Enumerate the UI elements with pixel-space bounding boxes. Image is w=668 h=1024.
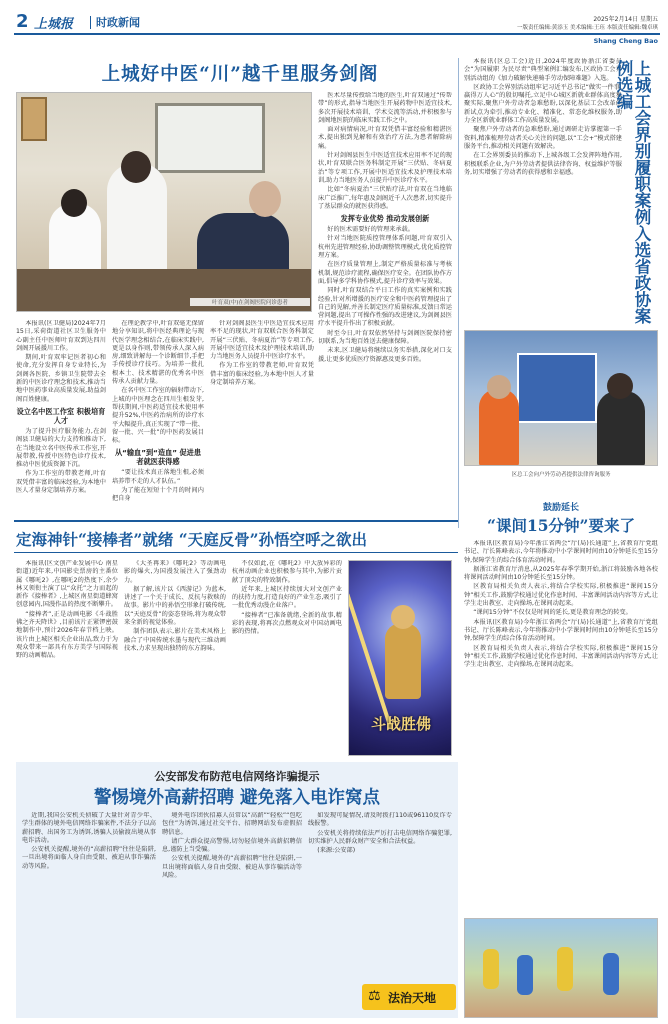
article1-col2-para: 作为工作室的带教老师,叶育双凭借丰富的临床经验,为本地中医人才量身定制培养方案。 bbox=[210, 362, 314, 387]
law-badge bbox=[362, 984, 456, 1010]
article1-col3 bbox=[318, 92, 452, 520]
article2-photo bbox=[464, 330, 658, 466]
article1-col2 bbox=[112, 320, 204, 520]
article4-body bbox=[464, 540, 658, 912]
article4-para: 区教育局相关负责人表示,将结合学校实际,积极推进“课间15分钟”相关工作,鼓励学校通过优化作息时间、丰富课间活动内容等方式,让学生走出教室、走向操场,在课间动起来。 bbox=[464, 644, 658, 669]
article1-col3-para: 在医疗质量管理上,制定严格质量标准与考核机制,规范诊疗流程,确保医疗安全。在团队协作方面,倡导多学科协作模式,提升诊疗效率与效果。 bbox=[318, 261, 452, 285]
article3-col2-para: 制作团队表示,影片在美术风格上融合了中国传统水墨与现代三维动画技术,力求呈现出独特的东方韵味。 bbox=[124, 628, 226, 652]
page-number: 2 bbox=[16, 11, 29, 32]
article1-col1-para: 本报讯(区卫健局)2024年7月15日,采荷街道社区卫生服务中心副主任中医师叶育双到达四川剑阁开展援川工作。 bbox=[16, 320, 106, 352]
section-rule bbox=[14, 520, 458, 522]
article2-para: 在工会界别委员的推动下,上城各级工会发挥阵地作用,积极联系企业,为户外劳动者提供法律咨询、权益维护等服务,切实增强了劳动者的获得感和幸福感。 bbox=[464, 152, 622, 176]
section-name: 时政新闻 bbox=[96, 16, 140, 29]
article5-col3 bbox=[308, 812, 452, 980]
volunteer-head bbox=[607, 373, 633, 399]
article4-photo bbox=[464, 918, 658, 1018]
article4-para: 本报讯(区教育局)今年浙江省两会“厅(局)长通道”上,省教育厅党组书记、厅长陈峰表示,今年将推动中小学课间时间由10分钟延长至15分钟,保障学生的综合体育活动时间。 bbox=[464, 540, 658, 564]
article3-col3-para: “接棒者”已准备就绪,全新的故事,精彩的表现,将再次点燃观众对中国动画电影的热情。 bbox=[232, 611, 342, 636]
article2-para: 聚焦户外劳动者的急难愁盼,通过调研走访掌握第一手资料,精准梳理劳动者关心关注的问题,以“工会+”模式搭建服务平台,推动相关问题有效解决。 bbox=[464, 126, 622, 150]
article1-photo-caption: 叶育双(中)在剑阁医院问诊患者 bbox=[190, 298, 310, 306]
poster-figure bbox=[385, 623, 421, 699]
article3-col3 bbox=[232, 560, 342, 756]
article3-col1 bbox=[16, 560, 118, 756]
nurse-head bbox=[61, 189, 87, 217]
header-editors: 一版责任编辑:黄添玉 美术编辑:王珏 本版责任编辑:魏卓琪 bbox=[516, 25, 658, 31]
wall-art bbox=[21, 97, 47, 141]
law-badge-label: 法治天地 bbox=[388, 991, 437, 1005]
worker-figure bbox=[479, 389, 519, 466]
article1-photo bbox=[16, 92, 312, 312]
article1-subhead2: 从“输血”到“造血” 促进患者就医获得感 bbox=[114, 448, 202, 467]
article4-para: 区教育局相关负责人表示,将结合学校实际,积极推进“课间15分钟”相关工作,鼓励学校通过优化作息时间、丰富课间活动内容等方式,让学生走出教室、走向操场,在课间动起来。 bbox=[464, 583, 658, 608]
poster-figure-head bbox=[391, 605, 415, 629]
article3-col3-para: 近年来,上城区持续加大对文创产业的扶持力度,打造良好的产业生态,吸引了一批优秀动漫企业落户。 bbox=[232, 585, 342, 610]
article4-para: 本报讯(区教育局)今年浙江省两会“厅(局)长通道”上,省教育厅党组书记、厅长陈峰表示,今年将推动中小学课间时间由10分钟延长至15分钟,保障学生的综合体育活动时间。 bbox=[464, 618, 658, 643]
article2-para: 区政协工会界别活动组牢记习近平总书记“做实一件事,赢得万人心”的殷切嘱托,立足中心城区新就业群体高度集聚实际,聚焦户外劳动者急难愁盼,以深化基层工会改革创新试点为牵引,推动专业化、精准化、常态化维权服务,助力全区新就业群体工作高质量发展。 bbox=[464, 83, 622, 125]
article1-col3-para: 医术尽量传授给当地的医生,叶育双通过“传帮带”的形式,指导当地医生开展药物中医适宜技术,多次开展技术培训、学术交流等活动,并积极参与剑阁地医院的临床实践工作之中。 bbox=[318, 92, 452, 124]
article4-title: “课间15分钟”要来了 bbox=[487, 516, 635, 535]
article1-col2-para: 为了能在短短十个月的时间内把自身 bbox=[112, 487, 204, 503]
article3-col3-para: 不仅如此,在《哪吒2》中大放异彩的杭州动画企业也积极参与其中,为影片贡献了顶尖的特效制作。 bbox=[232, 560, 342, 584]
article2-photo-caption: 区总工会向户外劳动者提供法律咨询服务 bbox=[464, 470, 658, 478]
article5-col2-para: 请广大群众提高警惕,切勿轻信境外高薪招聘信息,谨防上当受骗。 bbox=[162, 837, 302, 854]
article3-col1-para: 本报讯(区文创产业发展中心 南星街道)近年来,中国影史票房的主番位属《哪吒2》,在哪吒2的热度下,余少林又领衔主演了以“众托”之力而起的新作《接棒者》,上城区南星街道蜂窝创意园内,国漫作品的热度不断攀升。 bbox=[16, 560, 118, 609]
article1-col3-para: 时至今日,叶育双依然坚持与剑阁医院保持密切联系,为当地百姓送去健康保障。 bbox=[318, 329, 452, 346]
article1-col3-para: 未来,区卫健局将继续以务实举措,深化对口支援,让更多优质医疗资源惠及更多百姓。 bbox=[318, 347, 452, 363]
article3-title-rule bbox=[14, 552, 458, 553]
student-figure bbox=[483, 949, 499, 989]
article1-col1-para: 作为工作室的带教老师,叶育双凭借丰富的临床经验,为本地中医人才量身定制培养方案。 bbox=[16, 470, 106, 495]
article1-col3-para: 好的医术需要好的管理来承载。 bbox=[327, 226, 414, 234]
article5-col3-para: 公安机关将持续依法严厉打击电信网络诈骗犯罪,切实维护人民群众财产安全和合法权益。 bbox=[308, 829, 452, 845]
article1-col2-para: 在名中医工作室的辐射带动下,上城的中医理念在四川生根发芽,帮扶期间,中医药适宜技术使用率提升52%,中医药治病所的诊疗水平大幅提升,真正实现了“带一批、留一批、兴一批”的中医药发展目标。 bbox=[112, 387, 204, 445]
header-rule bbox=[14, 33, 660, 35]
article1-col1-para: 期间,叶育双牢记医者初心和使命,充分发挥自身专业特长,为剑阁各医院、乡镇卫生院带去全新的中医诊疗理念和技术,推动当地中医药事业高质量发展,助益剑阁百姓健康。 bbox=[16, 354, 106, 403]
article1-col2-extra bbox=[210, 320, 314, 520]
article3-col1-para: “接棒者”,正是动画电影《斗战胜佛之齐天降世》,目前该片正紧锣密鼓地制作中,预计2026年春节档上映。该片由上城区相关企业出品,致力于为观众带来一部具有东方美学与国际视野的动画精品。 bbox=[16, 610, 118, 660]
article4-para: “课间15分钟”不仅仅是时间的延长,更是教育理念的转变。 bbox=[473, 609, 632, 617]
patient-head bbox=[249, 181, 281, 217]
article4-subtitle: 鼓励延长 bbox=[542, 503, 579, 513]
volunteer-figure bbox=[597, 391, 645, 466]
article5-col1-para: 公安机关提醒,境外的“高薪招聘”往往是陷阱,一旦出境将面临人身自由受限、被迫从事诈骗活动等风险。 bbox=[22, 846, 156, 870]
article5-col2-para: 公安机关提醒,境外的“高薪招聘”往往是陷阱,一旦出境将面临人身自由受限、被迫从事诈骗活动等风险。 bbox=[162, 855, 302, 880]
column-divider bbox=[458, 58, 459, 528]
article3-title: 定海神针“接棒者”就绪 “天庭反骨”孙悟空呼之欲出 bbox=[16, 530, 368, 549]
article5-col3-para: (来源:公安部) bbox=[317, 847, 356, 855]
article1-col3-para: 针对当地医院质控管理体系问题,叶育双引入杭州先进管理经验,协助调整管理模式,优化质控管理方案。 bbox=[318, 235, 452, 260]
article1-col3-para: 针对剑阁县医生中医适宜技术应用率不足的现状,叶育双联合医务科制定开展“三伏贴、冬病夏治”等专项工作,开展中医适宜技术及护理技术培训,助力当地医务人员提升中医诊疗水平。 bbox=[318, 152, 452, 184]
article1-col1-para: 为了提升医疗服务能力,在剑阁县卫健局的大力支持和推动下,在当地设立名中医传承工作室,开展带教,传授中医特色诊疗技术,推动中医优质资源下沉。 bbox=[16, 427, 106, 469]
article1-col2-para: 在理论教学中,叶育双毫无保留地分享知识,将中医经典理论与现代医学理念相结合,在临床实践中,更是以身作则,带领传承人深入病房,细致讲解每一个诊断细节,手把手传授诊疗技巧。为培养一批扎根本土、技术精湛的优秀名中医传承人贡献力量。 bbox=[112, 320, 204, 386]
article3-col2-para: 据了解,该片以《西游记》为蓝本,讲述了一个关于成长、反抗与救赎的故事。影片中的孙悟空形象打破传统,以“天庭反骨”的姿态登场,将为观众带来全新的视觉体验。 bbox=[124, 585, 226, 627]
article2-title: 上城工会界别履职案例入选省政协案例选编 bbox=[614, 60, 651, 324]
article5-col2 bbox=[162, 812, 302, 1012]
article5-col3-para: 如发现可疑情况,请及时拨打110或96110反诈专线报警。 bbox=[308, 812, 452, 828]
movie-poster bbox=[348, 560, 452, 756]
article1-title: 上城好中医“川”越千里服务剑阁 bbox=[101, 64, 379, 85]
article5-kicker: 公安部发布防范电信网络诈骗提示 bbox=[154, 770, 320, 783]
article4-para: 据浙江省教育厅消息,从2025年春季学期开始,浙江将鼓励各地各校将课间活动时间由10分钟延长至15分钟。 bbox=[464, 565, 658, 582]
article1-subhead1: 设立名中医工作室 积极培育人才 bbox=[16, 406, 106, 425]
article5-col1-para: 近期,我国公安机关侦破了大量针对青少年、学生群体的境外电信网络诈骗案件,不法分子以高薪招聘、出国务工为诱饵,诱骗人员偷渡出境从事电诈活动。 bbox=[22, 812, 156, 844]
booth-banner bbox=[517, 353, 597, 423]
article2-para: 本报讯(区总工会)近日,2024年度政协浙江省委员会“为国履职 为民尽责”典型案例汇编发布,区政协工会界别活动组的《加力破解快递骑手劳动保障难题》入选。 bbox=[464, 58, 622, 82]
header-pinyin: Shang Cheng Bao bbox=[593, 37, 658, 45]
article1-col2-para: “要让技术真正落地生根,必须培养带不走的人才队伍。” bbox=[112, 469, 204, 485]
article2-body bbox=[464, 58, 622, 328]
student-figure bbox=[517, 955, 533, 995]
article5-col2-para: 境外电诈团伙招募人员常以“高薪”“轻松”“包吃包住”为诱饵,通过社交平台、招聘网站发布虚假招聘信息。 bbox=[162, 812, 302, 836]
doctor-head bbox=[121, 151, 151, 183]
page-header bbox=[14, 8, 660, 48]
article5-col1 bbox=[22, 812, 156, 1012]
header-date: 2025年2月14日 星期五 bbox=[593, 16, 658, 23]
poster-title: 斗战胜佛 bbox=[370, 715, 431, 733]
article3-col2 bbox=[124, 560, 226, 756]
window-shape bbox=[155, 103, 265, 173]
article1-col3-para: 比如“冬病夏治”三伏贴疗法,叶育双在当地临床广泛推广,每年惠及剑阁近千人次患者,切实提升了基层群众的就医获得感。 bbox=[318, 186, 452, 210]
gavel-icon: ⚖ bbox=[368, 988, 381, 1004]
article1-subhead3: 发挥专业优势 推动发展创新 bbox=[340, 214, 430, 224]
article1-col3-para: 同时,叶育双结合平日工作的真实案例和实践经验,针对所增援的医疗安全和中医药管理提出了自己的见解,并善长制定医疗质量标准,反馈日常运营问题,提出了可操作性强的改进建议,为剑阁县医疗水平提升作出了积极贡献。 bbox=[318, 287, 452, 328]
paper-logo: 上城报 bbox=[34, 17, 74, 32]
section-divider bbox=[90, 16, 91, 29]
article1-col2-para: 针对剑阁县医生中医适宜技术应用率不足的现状,叶育双联合医务科制定开展“三伏贴、冬病夏治”等专项工作,开展中医适宜技术及护理技术培训,助力当地医务人员提升中医诊疗水平。 bbox=[210, 320, 314, 361]
article1-col1 bbox=[16, 320, 106, 520]
article1-col3-para: 面对病情病况,叶育双凭借丰富经验和精湛医术,提出独到见解和有效治疗方法,为患者解除病痛。 bbox=[318, 126, 452, 150]
article5-title: 警惕境外高薪招聘 避免落入电诈窝点 bbox=[93, 788, 381, 808]
student-figure bbox=[603, 953, 619, 995]
student-figure bbox=[557, 947, 573, 991]
article3-col2-para: 《大圣再来》《哪吒2》等动画电影的爆火,为国漫发展注入了强劲动力。 bbox=[124, 560, 226, 584]
worker-head bbox=[487, 375, 511, 399]
